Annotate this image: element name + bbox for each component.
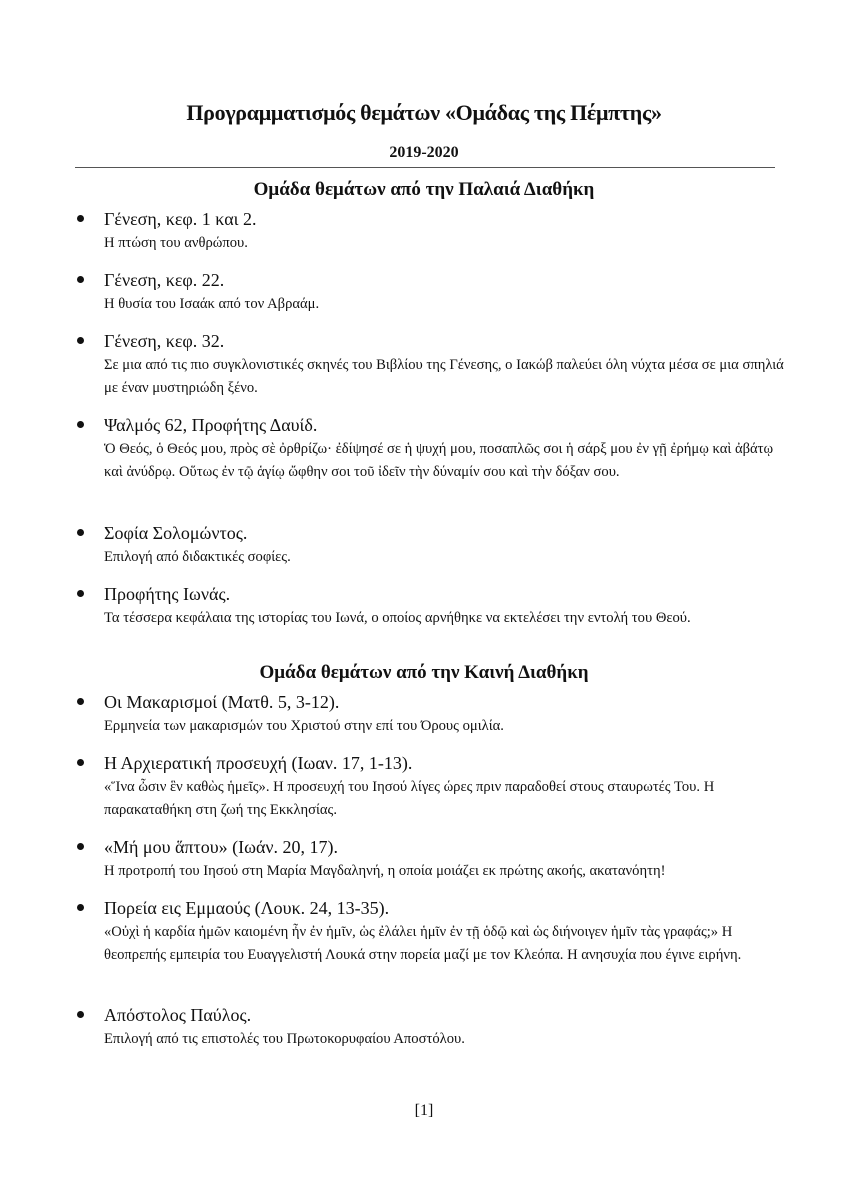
document-year: 2019-2020 xyxy=(389,144,459,161)
item-title: Οι Μακαρισμοί (Ματθ. 5, 3-12). xyxy=(104,692,340,712)
item-title: Γένεση, κεφ. 22. xyxy=(104,270,225,290)
item-title: «Μή μου ἅπτου» (Ιωάν. 20, 17). xyxy=(104,837,339,857)
item-description: Επιλογή από τις επιστολές του Πρωτοκορυφαίου Αποστόλου. xyxy=(104,1031,465,1047)
bullet-icon xyxy=(77,276,84,283)
item-description: Η πτώση του ανθρώπου. xyxy=(104,235,248,251)
item-description: Ὁ Θεός, ὁ Θεός μου, πρὸς σὲ ὀρθρίζω· ἐδίψησέ σε ἡ ψυχή μου, ποσαπλῶς σοι ἡ σάρξ μου ἐν γῇ ἐρήμῳ καὶ ἀβάτῳ καὶ ἀνύδρῳ. Οὕτως ἐν τῷ ἁγίῳ ὤφθην σοι τοῦ ἰδεῖν τὴν δύναμίν σου καὶ τὴν δόξαν σου. xyxy=(104,441,774,480)
list-item xyxy=(104,896,784,967)
item-description: Ερμηνεία των μακαρισμών του Χριστού στην επί του Όρους ομιλία. xyxy=(104,718,504,734)
item-description: Η προτροπή του Ιησού στη Μαρία Μαγδαληνή, η οποία μοιάζει εκ πρώτης ακοής, ακατανόητη! xyxy=(104,863,666,879)
bullet-icon xyxy=(77,529,84,536)
document-title: Προγραμματισμός θεμάτων «Ομάδας της Πέμπτης» xyxy=(186,100,662,125)
bullet-icon xyxy=(77,843,84,850)
list-item xyxy=(104,268,784,316)
item-description: Επιλογή από διδακτικές σοφίες. xyxy=(104,549,291,565)
bullet-icon xyxy=(77,421,84,428)
item-description: Σε μια από τις πιο συγκλονιστικές σκηνές του Βιβλίου της Γένεσης, ο Ιακώβ παλεύει όλη νύχτα μέσα σε μια σπηλιά με έναν μυστηριώδη ξένο. xyxy=(104,357,784,396)
item-title: Απόστολος Παύλος. xyxy=(104,1005,252,1025)
item-title: Προφήτης Ιωνάς. xyxy=(104,584,231,604)
section-heading-new-testament: Ομάδα θεμάτων από την Καινή Διαθήκη xyxy=(259,662,589,683)
title-divider xyxy=(75,167,775,168)
list-item xyxy=(104,1003,784,1051)
list-item xyxy=(104,835,784,883)
list-item xyxy=(104,329,784,400)
bullet-icon xyxy=(77,590,84,597)
item-title: Γένεση, κεφ. 32. xyxy=(104,331,225,351)
bullet-icon xyxy=(77,215,84,222)
item-description: «Οὐχὶ ἡ καρδία ἡμῶν καιομένη ἦν ἐν ἡμῖν, ὡς ἐλάλει ἡμῖν ἐν τῇ ὁδῷ καὶ ὡς διήνοιγεν ἡμῖν τὰς γραφάς;» Η θεοπρεπής εμπειρία του Ευαγγελιστή Λουκά στην πορεία μαζί με τον Κλεόπα. Η ανησυχία που έγινε ειρήνη. xyxy=(104,924,742,963)
item-description: «Ἵνα ὦσιν ἓν καθὼς ἡμεῖς». Η προσευχή του Ιησού λίγες ώρες πριν παραδοθεί στους σταυρωτές Του. Η παρακαταθήκη στη ζωή της Εκκλησίας. xyxy=(104,779,715,818)
item-title: Πορεία εις Εμμαούς (Λουκ. 24, 13-35). xyxy=(104,898,390,918)
item-title: Η Αρχιερατική προσευχή (Ιωαν. 17, 1-13). xyxy=(104,753,413,773)
list-item xyxy=(104,582,784,630)
list-item xyxy=(104,751,784,822)
item-title: Ψαλμός 62, Προφήτης Δαυίδ. xyxy=(104,415,318,435)
bullet-icon xyxy=(77,1011,84,1018)
bullet-icon xyxy=(77,759,84,766)
list-item xyxy=(104,690,784,738)
bullet-icon xyxy=(77,337,84,344)
list-item xyxy=(104,413,784,484)
page-number: [1] xyxy=(414,1102,434,1119)
section-heading-old-testament: Ομάδα θεμάτων από την Παλαιά Διαθήκη xyxy=(253,179,595,200)
item-title: Γένεση, κεφ. 1 και 2. xyxy=(104,209,257,229)
bullet-icon xyxy=(77,904,84,911)
item-title: Σοφία Σολομώντος. xyxy=(104,523,248,543)
list-item xyxy=(104,521,784,569)
list-item xyxy=(104,207,784,255)
item-description: Η θυσία του Ισαάκ από τον Αβραάμ. xyxy=(104,296,320,312)
item-description: Τα τέσσερα κεφάλαια της ιστορίας του Ιωνά, ο οποίος αρνήθηκε να εκτελέσει την εντολή του Θεού. xyxy=(104,610,691,626)
bullet-icon xyxy=(77,698,84,705)
